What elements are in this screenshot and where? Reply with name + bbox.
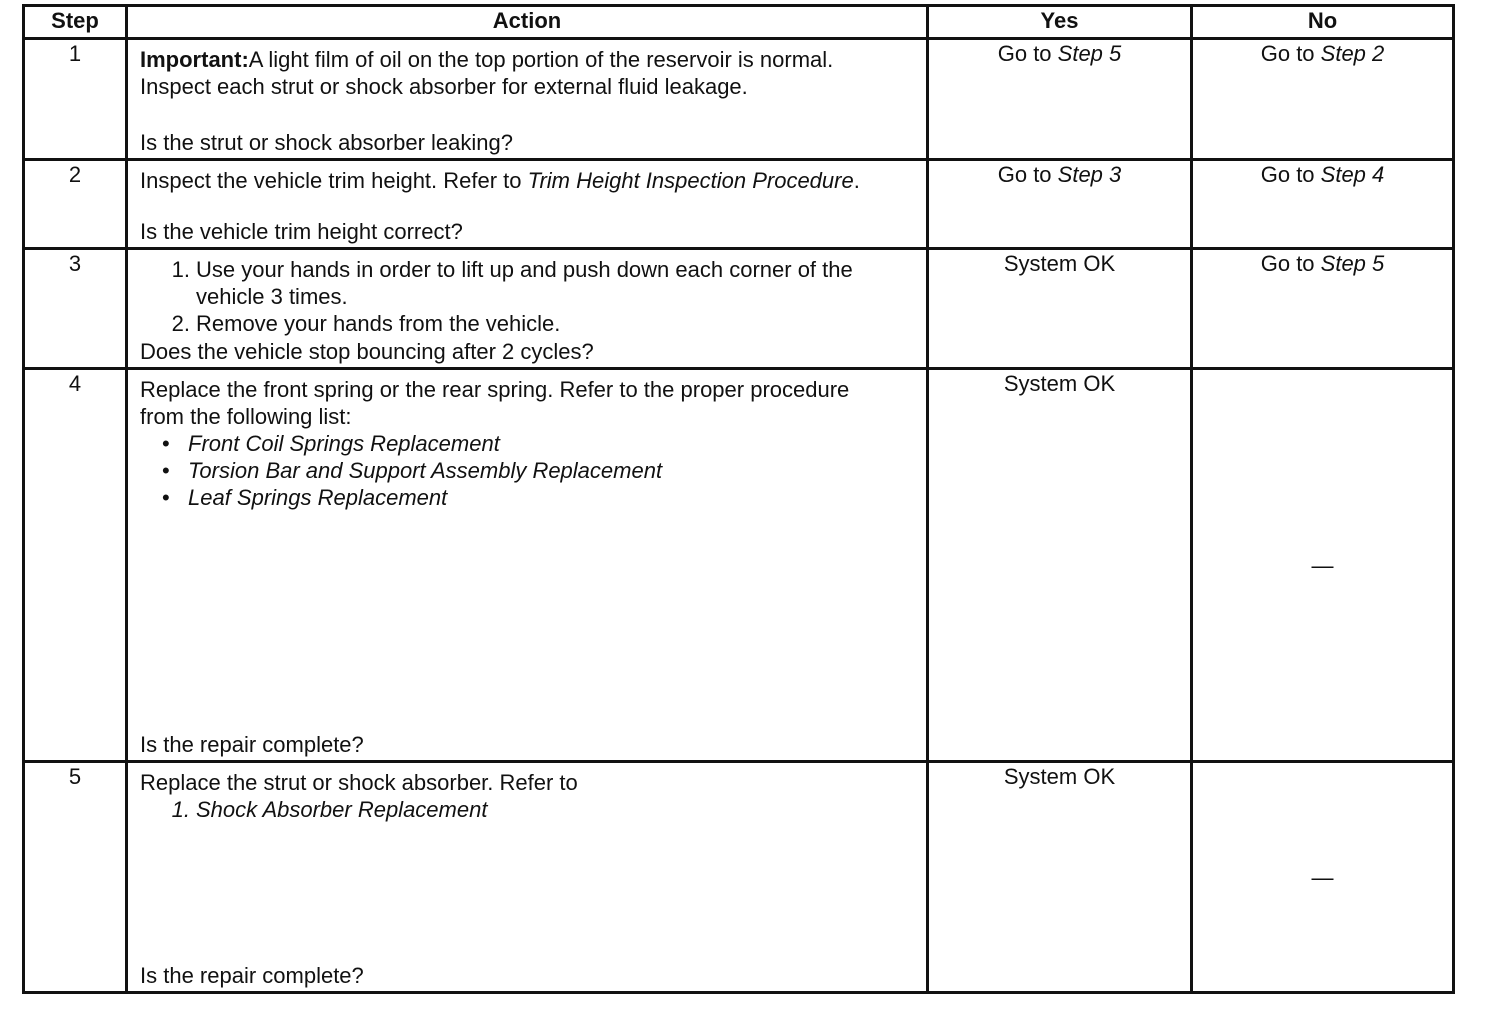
no-result: [1192, 39, 1454, 160]
no-result: [1192, 249, 1454, 369]
action-text: Inspect each strut or shock absorber for external fluid leakage.: [140, 74, 748, 99]
list-item: [140, 484, 916, 511]
no-result: —: [1192, 762, 1454, 993]
no-prefix: Go to: [1260, 251, 1321, 276]
action-question: Is the vehicle trim height correct?: [140, 219, 463, 244]
list-item: [140, 310, 916, 337]
yes-prefix: Go to: [997, 162, 1058, 187]
step-number: 1: [24, 39, 127, 160]
list-item: [140, 457, 916, 484]
action-text: [140, 167, 860, 194]
yes-step-link[interactable]: Step 3: [1057, 162, 1122, 187]
yes-prefix: Go to: [997, 41, 1058, 66]
procedure-link[interactable]: Trim Height Inspection Procedure: [527, 168, 854, 193]
table-row: [24, 249, 1454, 369]
list-text: Use your hands in order to lift up and push down each corner of the vehicle 3 times.: [196, 257, 853, 309]
procedure-link[interactable]: Torsion Bar and Support Assembly Replacement: [188, 458, 663, 483]
action-text-prefix: Inspect the vehicle trim height. Refer to: [140, 168, 528, 193]
yes-result: System OK: [928, 762, 1192, 993]
list-item: [140, 430, 916, 457]
bullet-icon: •: [162, 458, 170, 483]
yes-result: [928, 160, 1192, 249]
important-label: Important:: [140, 47, 249, 72]
important-text: A light film of oil on the top portion of the reservoir is normal.: [248, 47, 834, 72]
action-cell: [127, 249, 928, 369]
action-text: Replace the strut or shock absorber. Refer to: [140, 770, 578, 795]
header-step: Step: [24, 6, 127, 39]
yes-step-link[interactable]: Step 5: [1057, 41, 1122, 66]
numbered-list: [140, 796, 916, 823]
procedure-link[interactable]: Shock Absorber Replacement: [196, 797, 488, 822]
yes-result: System OK: [928, 249, 1192, 369]
table-row: [24, 369, 1454, 762]
list-text: Remove your hands from the vehicle.: [196, 311, 561, 336]
table-row: [24, 762, 1454, 993]
bullet-icon: •: [162, 431, 170, 456]
procedure-link[interactable]: Leaf Springs Replacement: [188, 485, 448, 510]
action-text-suffix: .: [853, 168, 860, 193]
header-yes: Yes: [928, 6, 1192, 39]
table-row: [24, 39, 1454, 160]
procedure-link[interactable]: Front Coil Springs Replacement: [188, 431, 500, 456]
action-cell: [127, 160, 928, 249]
action-question: Is the repair complete?: [140, 732, 364, 757]
no-prefix: Go to: [1260, 41, 1321, 66]
step-number: 5: [24, 762, 127, 993]
no-result: [1192, 160, 1454, 249]
list-number: 1.: [171, 257, 190, 282]
action-question: Is the repair complete?: [140, 963, 364, 988]
header-no: No: [1192, 6, 1454, 39]
step-number: 4: [24, 369, 127, 762]
list-number: 1.: [171, 797, 190, 822]
numbered-list: [140, 256, 916, 337]
no-prefix: Go to: [1260, 162, 1321, 187]
header-action: Action: [127, 6, 928, 39]
bullet-icon: •: [162, 485, 170, 510]
header-row: [24, 6, 1454, 39]
no-step-link[interactable]: Step 2: [1320, 41, 1385, 66]
action-cell: [127, 39, 928, 160]
no-step-link[interactable]: Step 4: [1320, 162, 1385, 187]
no-step-link[interactable]: Step 5: [1320, 251, 1385, 276]
diagnostic-table: [22, 4, 1455, 994]
action-cell: [127, 762, 928, 993]
step-number: 2: [24, 160, 127, 249]
action-question: Is the strut or shock absorber leaking?: [140, 130, 513, 155]
important-note: [140, 46, 916, 73]
yes-result: System OK: [928, 369, 1192, 762]
procedure-list: [140, 430, 916, 511]
list-number: 2.: [171, 311, 190, 336]
action-cell: [127, 369, 928, 762]
list-item: [140, 796, 916, 823]
table-row: [24, 160, 1454, 249]
action-question: Does the vehicle stop bouncing after 2 cycles?: [140, 339, 594, 364]
step-number: 3: [24, 249, 127, 369]
list-item: [140, 256, 896, 310]
action-text: Replace the front spring or the rear spring. Refer to the proper procedure from the following list:: [140, 377, 850, 429]
yes-result: [928, 39, 1192, 160]
no-result: —: [1192, 369, 1454, 762]
